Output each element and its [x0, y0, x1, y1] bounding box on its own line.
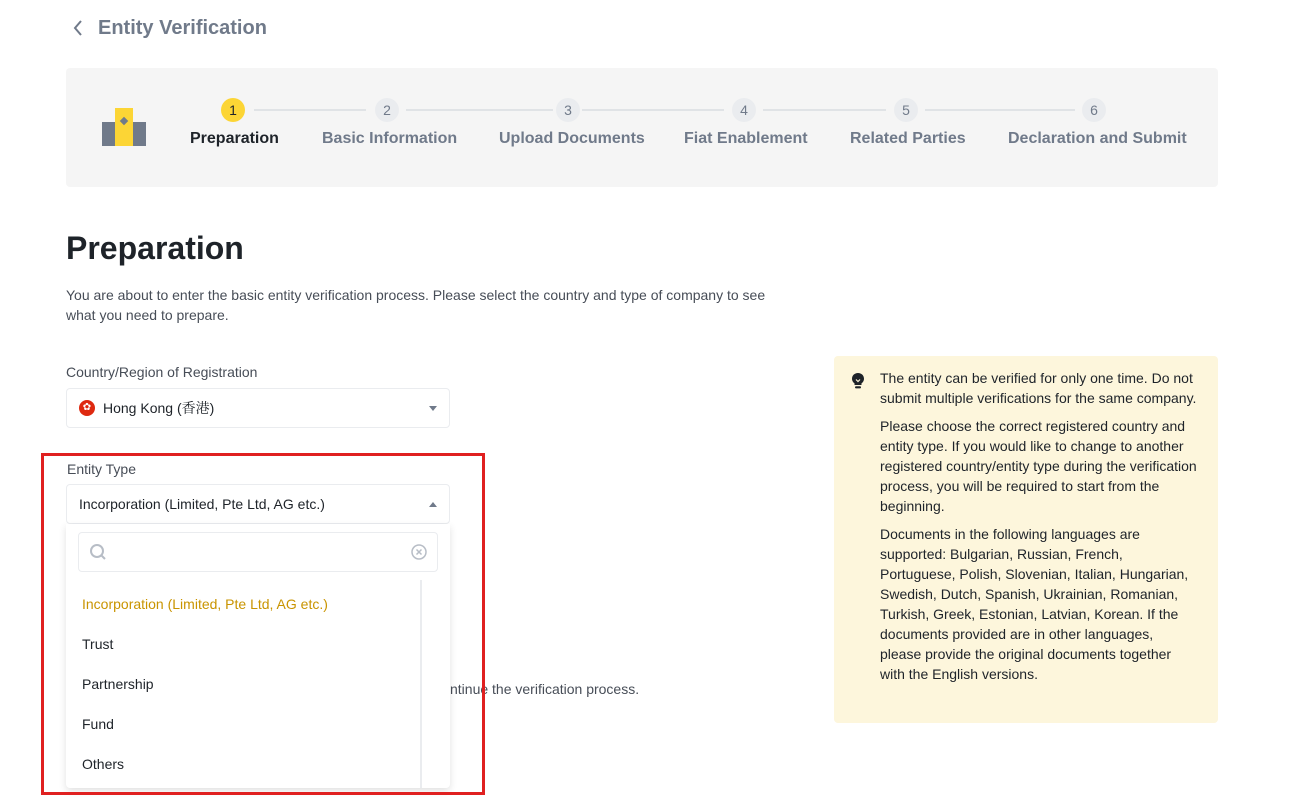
step-number: 5: [894, 98, 918, 122]
dropdown-option[interactable]: Fund: [82, 716, 114, 732]
caret-up-icon: [429, 502, 437, 507]
step-label: Basic Information: [322, 130, 458, 147]
intro-text: You are about to enter the basic entity verification process. Please select the country and type of company to see what you need to prepare.: [66, 287, 766, 323]
progress-stepper: [66, 68, 1218, 187]
entity-type-dropdown: [66, 524, 450, 788]
step-number: 6: [1082, 98, 1106, 122]
step-number: 3: [556, 98, 580, 122]
dropdown-option[interactable]: Others: [82, 756, 125, 772]
step-label: Fiat Enablement: [684, 130, 808, 147]
search-icon: [89, 543, 107, 561]
page-header: [66, 14, 267, 42]
step-4: [684, 98, 808, 148]
notice-paragraph: The entity can be verified for only one time. Do not submit multiple verifications for the same company.: [880, 370, 1197, 406]
notice-paragraph: Documents in the following languages are supported: Bulgarian, Russian, French, Portuguese, Polish, Slovenian, Italian, Hungarian, Swedish, Dutch, Spanish, Ukrainian, Romanian, Turkish, Greek, Estonian, Latvian, Korean. If the documents provided are in other languages, please provide the original documents together with the English versions.: [880, 526, 1189, 682]
notice-text: [880, 368, 1198, 692]
caret-down-icon: [429, 406, 437, 411]
step-number: 1: [221, 98, 245, 122]
step-number: 4: [732, 98, 756, 122]
step-label: Declaration and Submit: [1008, 130, 1187, 147]
dropdown-scrollbar[interactable]: [420, 580, 422, 788]
section-title: Preparation: [66, 230, 244, 266]
step-label: Upload Documents: [499, 130, 645, 147]
dropdown-option[interactable]: Partnership: [82, 676, 154, 692]
notice-paragraph: Please choose the correct registered country and entity type. If you would like to change to another registered country/entity type during the verification process, you will be required to start from the beginning.: [880, 418, 1197, 514]
lightbulb-icon: [850, 372, 866, 390]
dropdown-search-input[interactable]: [115, 537, 411, 567]
step-number: 2: [375, 98, 399, 122]
hong-kong-flag-icon: ✿: [79, 400, 95, 416]
back-arrow-icon[interactable]: [66, 16, 90, 40]
dropdown-option[interactable]: Incorporation (Limited, Pte Ltd, AG etc.): [82, 596, 328, 612]
page-title: Entity Verification: [98, 16, 267, 39]
dropdown-option[interactable]: Trust: [82, 636, 114, 652]
step-label: Related Parties: [850, 130, 966, 147]
dropdown-search-box[interactable]: [78, 532, 438, 572]
entity-type-select[interactable]: [66, 484, 450, 524]
notice-panel: [834, 356, 1218, 723]
obscured-helper-text: ntinue the verification process.: [450, 681, 640, 697]
step-6: [1008, 98, 1187, 148]
step-2: [322, 98, 458, 148]
country-select[interactable]: [66, 388, 450, 428]
entity-type-select-value: Incorporation (Limited, Pte Ltd, AG etc.): [79, 496, 325, 512]
entity-type-label: Entity Type: [67, 461, 137, 477]
country-select-value: Hong Kong (香港): [103, 400, 215, 416]
country-field-label: Country/Region of Registration: [66, 364, 258, 380]
step-3: [499, 98, 645, 148]
step-label: Preparation: [190, 130, 279, 147]
step-5: [850, 98, 966, 148]
step-1: [190, 98, 279, 148]
building-logo-icon: [102, 108, 146, 146]
clear-icon[interactable]: [411, 544, 427, 560]
